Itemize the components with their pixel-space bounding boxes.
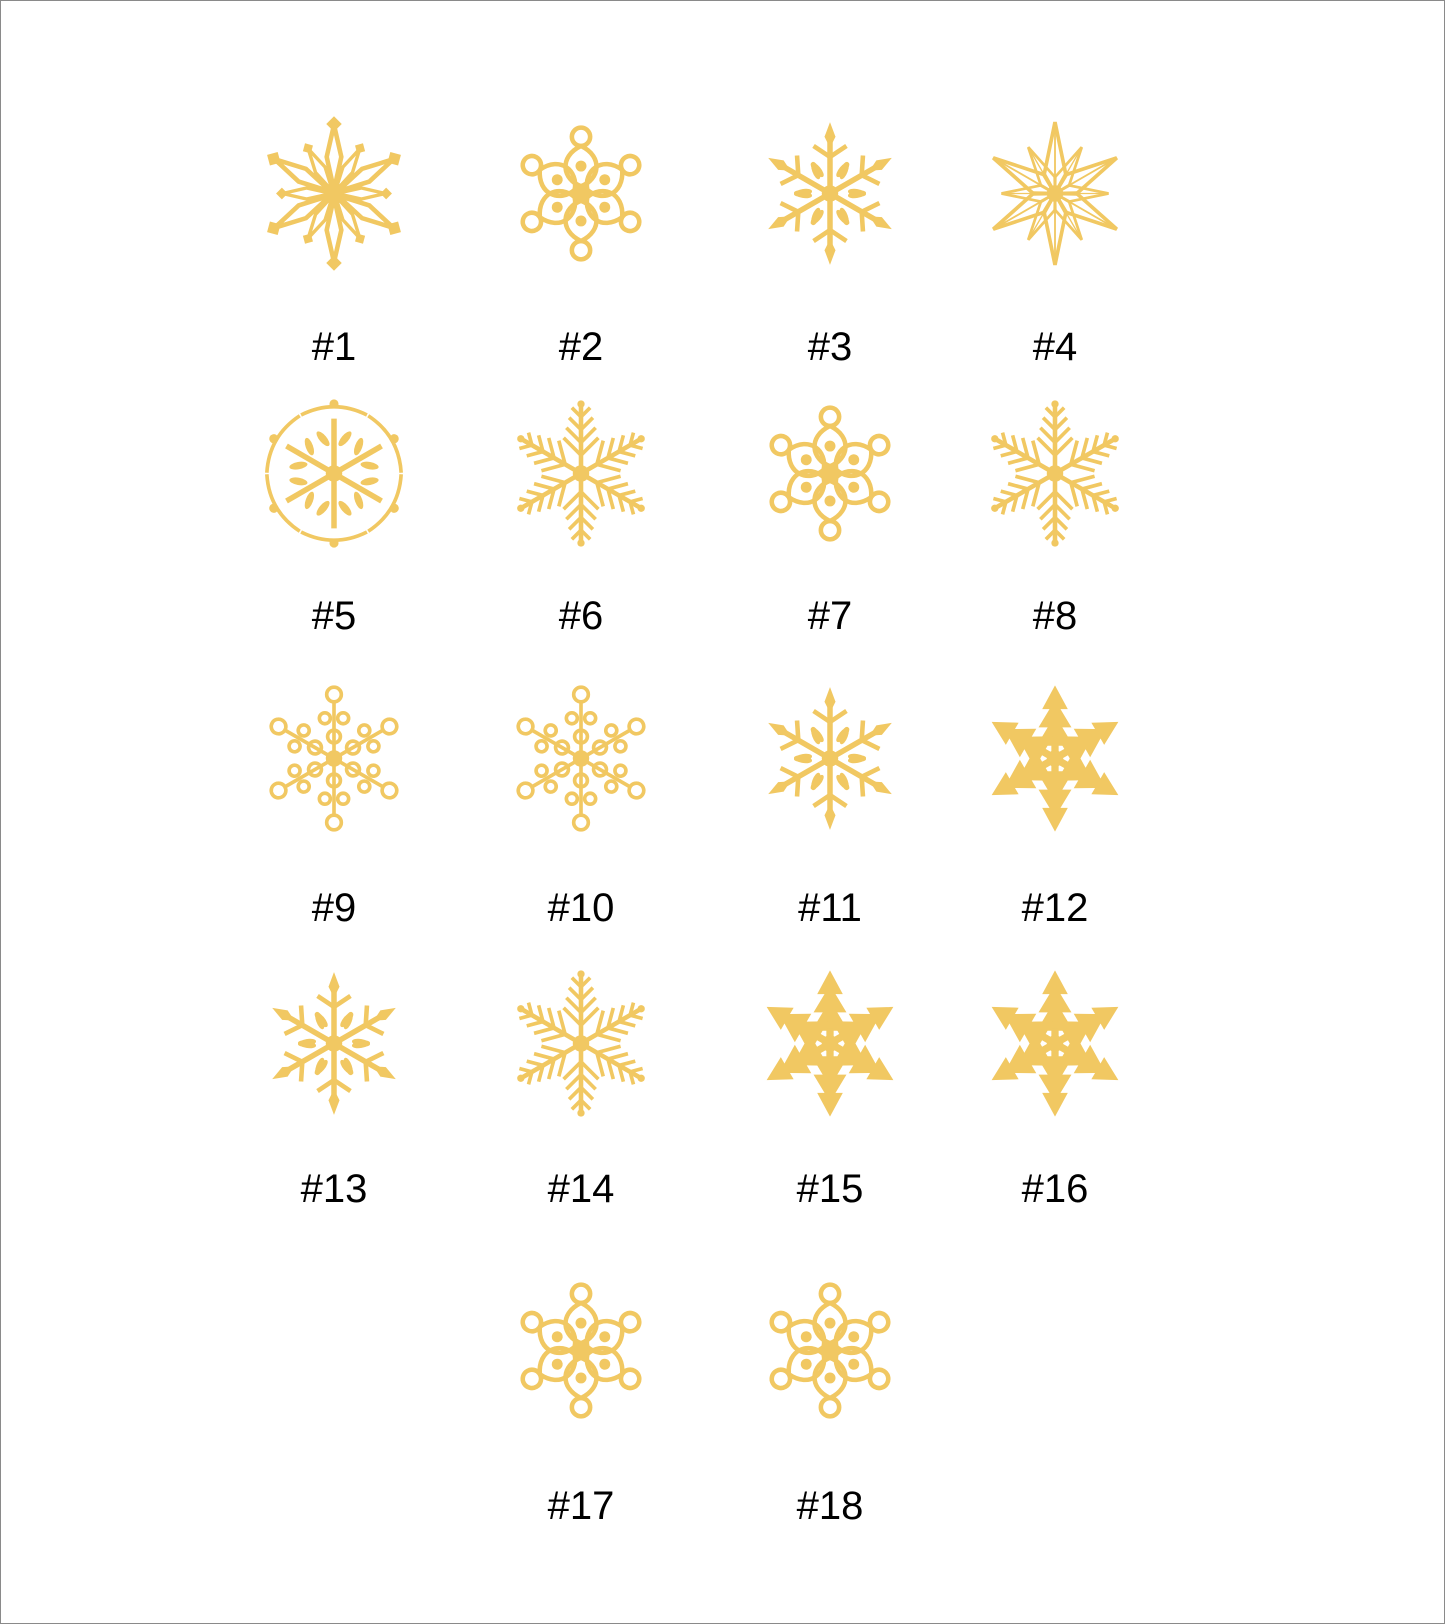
snowflake-icon [481,111,681,276]
snowflake-label: #2 [558,325,604,369]
snowflake-icon [481,391,681,556]
snowflake-label: #4 [1032,325,1078,369]
snowflake-icon [730,1268,930,1433]
snowflake-item [730,1268,930,1528]
snowflake-item [234,961,434,1211]
snowflake-label: #16 [1021,1167,1089,1211]
snowflake-icon [730,676,930,841]
snowflake-icon [481,676,681,841]
snowflake-label: #3 [807,325,853,369]
snowflake-label: #6 [558,594,604,638]
snowflake-item [481,961,681,1211]
snowflake-icon [955,961,1155,1126]
snowflake-icon [234,676,434,841]
snowflake-label: #1 [311,325,357,369]
snowflake-icon [481,961,681,1126]
snowflake-item [955,391,1155,638]
snowflake-item [481,1268,681,1528]
snowflake-icon [730,961,930,1126]
snowflake-icon [730,111,930,276]
snowflake-label: #10 [547,886,615,930]
snowflake-item [234,391,434,638]
snowflake-item [481,111,681,369]
snowflake-item [234,676,434,930]
snowflake-icon [955,111,1155,276]
snowflake-icon [234,961,434,1126]
snowflake-label: #5 [311,594,357,638]
snowflake-label: #11 [798,886,862,930]
snowflake-icon [730,391,930,556]
snowflake-item [481,391,681,638]
snowflake-icon [234,391,434,556]
snowflake-label: #14 [547,1167,615,1211]
snowflake-label: #8 [1032,594,1078,638]
snowflake-icon [481,1268,681,1433]
snowflake-item [730,676,930,930]
snowflake-item [234,111,434,369]
snowflake-item [481,676,681,930]
snowflake-label: #15 [796,1167,864,1211]
snowflake-item [955,111,1155,369]
snowflake-icon [234,111,434,276]
snowflake-item [955,676,1155,930]
snowflake-item [955,961,1155,1211]
snowflake-icon [955,676,1155,841]
snowflake-label: #12 [1021,886,1089,930]
snowflake-item [730,961,930,1211]
snowflake-label: #18 [796,1484,864,1528]
snowflake-label: #13 [300,1167,368,1211]
snowflake-icon [955,391,1155,556]
snowflake-item [730,391,930,638]
snowflake-label: #7 [807,594,853,638]
snowflake-label: #9 [311,886,357,930]
snowflake-label: #17 [547,1484,615,1528]
snowflake-item [730,111,930,369]
